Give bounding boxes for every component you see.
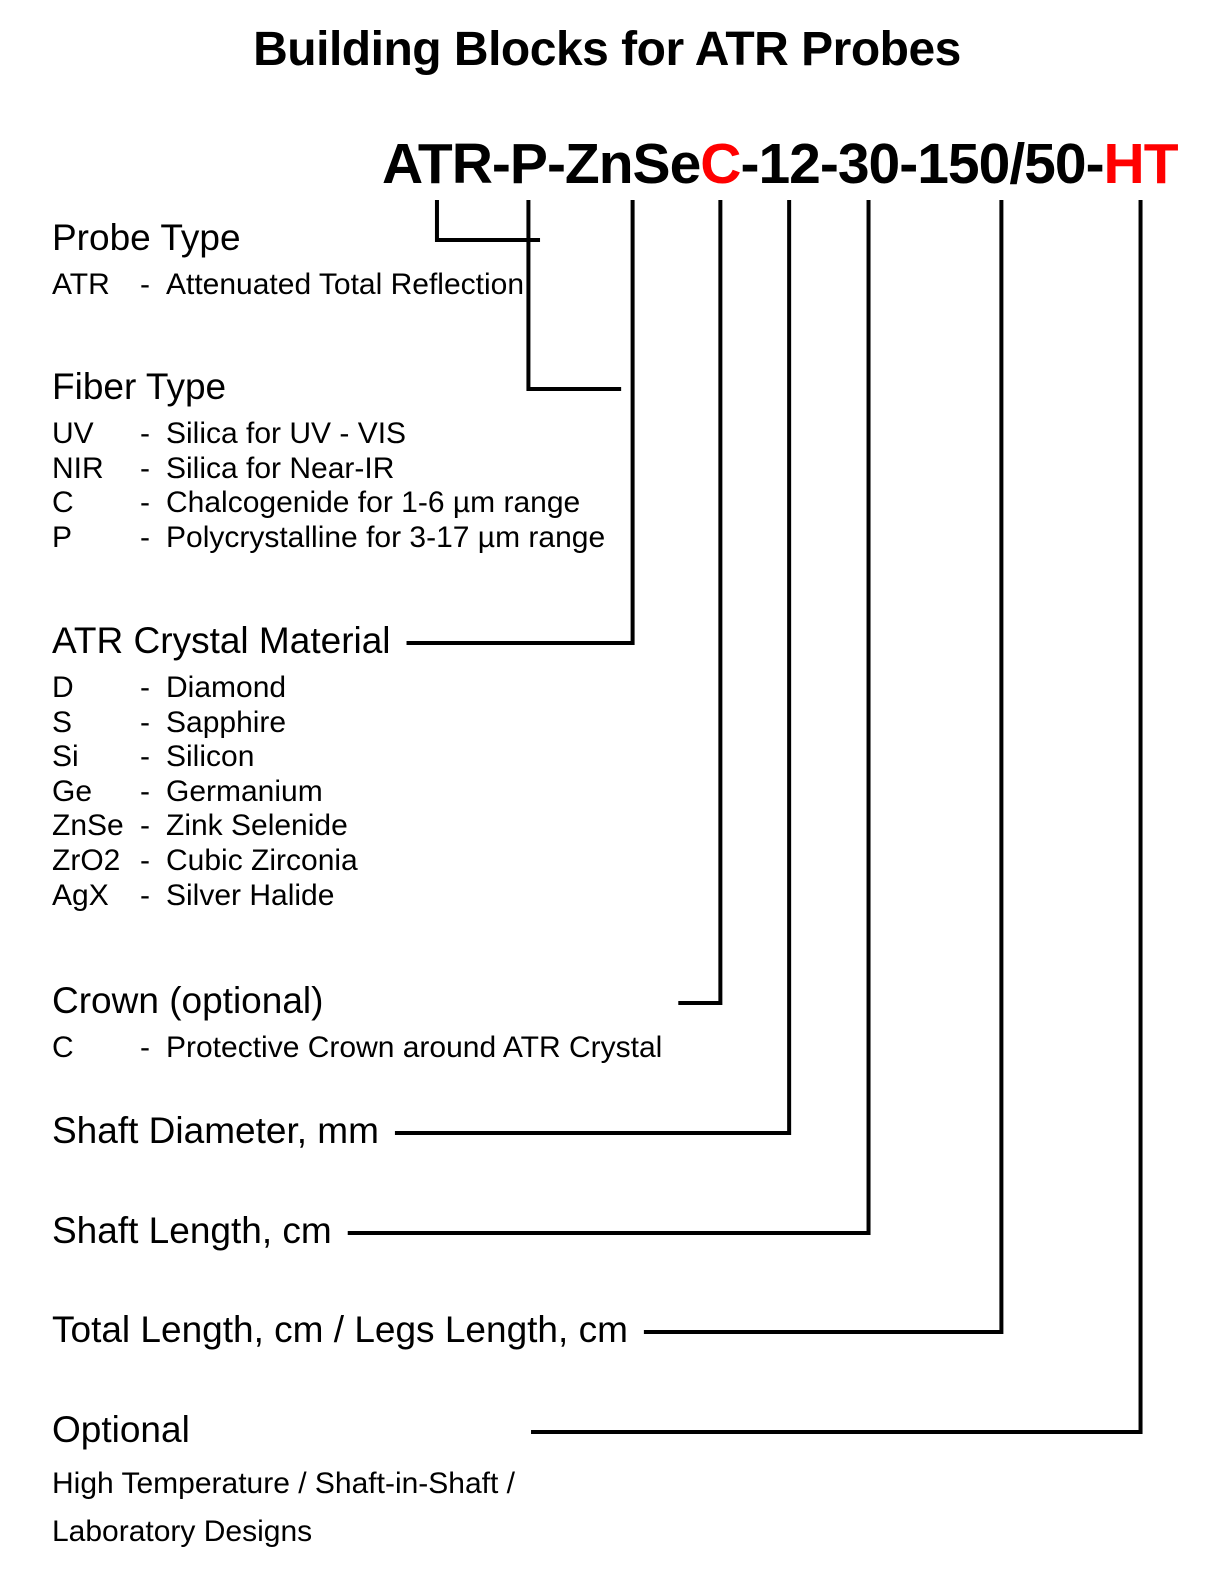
entry-code: ZrO2 [52,843,121,877]
section-heading-optional: Optional [52,1409,190,1450]
entry-row-p [52,521,605,556]
part-number-segment-30: 30 [837,132,900,196]
connector-shaft-length [348,200,869,1233]
entry-code: D [52,671,74,704]
entry-code: P [52,520,73,554]
entry-row-uv [52,417,605,452]
entry-desc: Protective Crown around ATR Crystal [166,1031,663,1064]
optional-note-line: High Temperature / Shaft-in-Shaft / [52,1467,516,1500]
entry-dash: - [140,843,150,877]
part-number-separator: - [899,132,918,196]
entry-row-si [52,740,391,775]
section-entries-atr-crystal-material [52,671,391,913]
page-title: Building Blocks for ATR Probes [253,23,961,76]
entry-dash: - [140,705,150,739]
part-number-segment-c: C [700,132,741,196]
section-atr-crystal-material [52,619,391,913]
entry-code: ZnSe [52,809,124,843]
entry-code: Ge [52,774,93,808]
part-number-segment-12: 12 [758,132,820,196]
section-heading-shaft-length: Shaft Length, cm [52,1210,332,1251]
entry-dash: - [140,878,150,912]
entry-desc: Germanium [166,774,323,808]
entry-desc: Sapphire [166,705,287,739]
entry-code: C [52,486,74,520]
entry-dash: - [140,774,150,808]
part-number-separator: - [819,132,838,196]
part-number-separator: - [546,132,565,196]
entry-row-c [52,486,605,521]
entry-dash: - [140,671,150,704]
section-shaft-diameter [52,1109,379,1161]
entry-row-nir [52,452,605,487]
entry-row-c [52,1031,662,1066]
entry-dash: - [140,1031,150,1064]
entry-row-zro2 [52,844,391,879]
entry-dash: - [140,417,150,450]
part-number-separator: - [740,132,759,196]
entry-desc: Polycrystalline for 3-17 µm range [166,520,606,554]
connector-fiber-type [528,200,621,389]
entry-desc: Attenuated Total Reflection [166,268,525,301]
entry-row-agx [52,879,391,914]
part-number-segment-p: P [509,132,547,196]
entry-desc: Silicon [166,740,255,774]
entry-dash: - [140,520,150,554]
section-heading-fiber-type: Fiber Type [52,366,227,407]
entry-code: AgX [52,878,109,912]
optional-note-line: Laboratory Designs [52,1515,313,1548]
entry-code: NIR [52,451,104,485]
connector-optional [531,200,1141,1432]
entry-desc: Silica for Near-IR [166,451,395,485]
entry-desc: Cubic Zirconia [166,843,358,877]
part-number-separator: - [491,132,510,196]
entry-code: ATR [52,268,110,301]
section-entries-probe-type [52,268,524,303]
entry-row-s [52,706,391,741]
entry-row-znse [52,809,391,844]
section-shaft-length [52,1209,332,1261]
section-probe-type [52,216,524,303]
entry-dash: - [140,268,150,301]
part-number-segment-atr: ATR [382,132,492,196]
section-notes-optional [52,1460,515,1556]
connector-crown [678,200,720,1003]
entry-dash: - [140,486,150,520]
entry-dash: - [140,809,150,843]
section-crown [52,979,662,1066]
section-optional [52,1408,515,1556]
section-heading-atr-crystal-material: ATR Crystal Material [52,620,391,661]
entry-desc: Zink Selenide [166,809,348,843]
entry-desc: Silica for UV - VIS [166,417,407,450]
part-number-separator: - [1085,132,1104,196]
entry-desc: Chalcogenide for 1-6 µm range [166,486,581,520]
section-fiber-type [52,365,605,555]
section-heading-shaft-diameter: Shaft Diameter, mm [52,1110,379,1151]
entry-row-atr [52,268,524,303]
part-number-segment-znse: ZnSe [564,132,701,196]
section-heading-crown: Crown (optional) [52,980,324,1021]
section-entries-fiber-type [52,417,605,555]
entry-dash: - [140,740,150,774]
connector-total-length [644,200,1002,1332]
entry-code: C [52,1031,74,1064]
section-entries-crown [52,1031,662,1066]
entry-code: Si [52,740,79,774]
part-number-segment-ht: HT [1103,132,1178,196]
section-heading-total-length: Total Length, cm / Legs Length, cm [52,1309,628,1350]
entry-desc: Silver Halide [166,878,335,912]
part-number [382,132,1178,196]
part-number-segment-15050: 150/50 [917,132,1086,196]
entry-row-ge [52,775,391,810]
section-total-length [52,1308,628,1360]
entry-code: UV [52,417,94,450]
section-heading-probe-type: Probe Type [52,217,241,258]
entry-code: S [52,705,73,739]
entry-dash: - [140,451,150,485]
entry-desc: Diamond [166,671,287,704]
entry-row-d [52,671,391,706]
